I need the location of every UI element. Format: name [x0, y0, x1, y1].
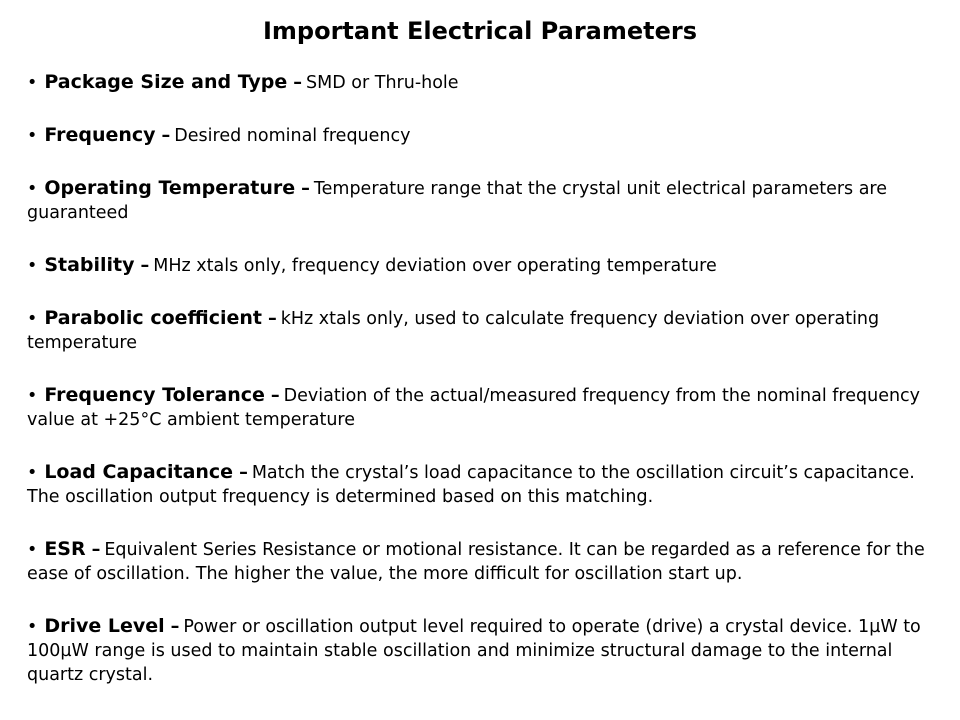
- list-item: [27, 537, 942, 586]
- parameter-term: Parabolic coefficient: [44, 307, 262, 329]
- parameter-term: Package Size and Type: [44, 71, 288, 93]
- parameter-description: Temperature range that the crystal unit electrical parameters are guaranteed: [27, 179, 888, 223]
- dash-separator: –: [301, 179, 310, 199]
- dash-separator: –: [170, 617, 180, 637]
- bullet-icon: •: [27, 73, 38, 93]
- parameter-description: kHz xtals only, used to calculate frequency deviation over operating temperature: [27, 309, 880, 353]
- parameter-description: Power or oscillation output level required to operate (drive) a crystal device. 1µW to 100µW range is used to maintain stable oscillation and minimize structural damage to the internal quartz crystal.: [27, 617, 921, 685]
- list-item: [27, 306, 942, 355]
- list-item: [27, 383, 942, 432]
- bullet-icon: •: [27, 309, 38, 329]
- list-item: [27, 460, 942, 509]
- dash-separator: –: [270, 386, 280, 406]
- list-item: [27, 253, 942, 278]
- parameter-description: SMD or Thru-hole: [306, 73, 459, 93]
- parameter-description: MHz xtals only, frequency deviation over operating temperature: [153, 256, 717, 276]
- parameter-term: ESR: [44, 538, 86, 560]
- parameter-term: Operating Temperature: [44, 177, 296, 199]
- parameter-term: Drive Level: [44, 615, 165, 637]
- parameter-description: Desired nominal frequency: [174, 126, 411, 146]
- bullet-icon: •: [27, 540, 38, 560]
- list-item: [27, 123, 942, 148]
- parameter-term: Frequency Tolerance: [44, 384, 265, 406]
- bullet-icon: •: [27, 179, 38, 199]
- dash-separator: –: [161, 126, 171, 146]
- bullet-icon: •: [27, 256, 38, 276]
- bullet-icon: •: [27, 463, 38, 483]
- bullet-icon: •: [27, 617, 38, 637]
- list-item: [27, 70, 942, 95]
- dash-separator: –: [239, 463, 248, 483]
- bullet-icon: •: [27, 386, 38, 406]
- list-item: [27, 176, 942, 225]
- parameter-term: Load Capacitance: [44, 461, 234, 483]
- dash-separator: –: [267, 309, 277, 329]
- slide-title: Important Electrical Parameters: [262, 17, 697, 45]
- list-item: [27, 614, 942, 687]
- parameter-term: Stability: [44, 254, 135, 276]
- dash-separator: –: [293, 73, 303, 93]
- parameter-description: Deviation of the actual/measured frequency from the nominal frequency value at +25°C ambient temperature: [27, 386, 921, 430]
- parameter-description: Match the crystal’s load capacitance to the oscillation circuit’s capacitance. The oscillation output frequency is determined based on this matching.: [27, 463, 915, 507]
- parameter-list: [27, 70, 942, 715]
- dash-separator: –: [91, 540, 101, 560]
- parameter-description: Equivalent Series Resistance or motional resistance. It can be regarded as a reference for the ease of oscillation. The higher the value, the more difficult for oscillation start up.: [27, 540, 925, 584]
- dash-separator: –: [140, 256, 150, 276]
- bullet-icon: •: [27, 126, 38, 146]
- parameter-term: Frequency: [44, 124, 156, 146]
